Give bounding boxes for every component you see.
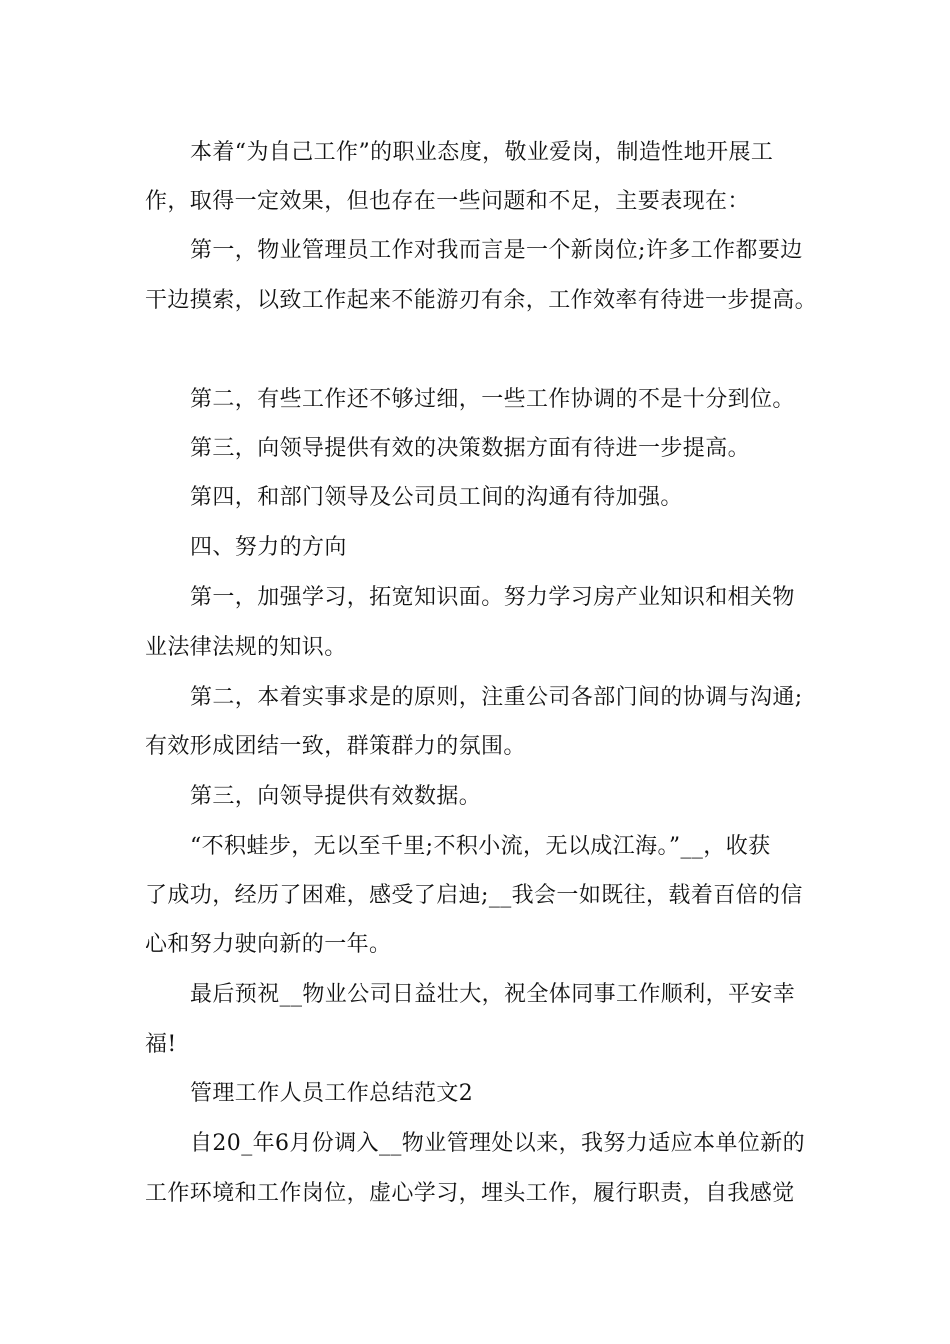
paragraph-line: 第三，向领导提供有效的决策数据方面有待进一步提高。: [190, 436, 751, 461]
paragraph-line: 第二，本着实事求是的原则，注重公司各部门间的协调与沟通;: [190, 685, 803, 710]
paragraph-line: 干边摸索，以致工作起来不能游刃有余，工作效率有待进一步提高。: [145, 288, 818, 313]
paragraph-line: 第一，物业管理员工作对我而言是一个新岗位;许多工作都要边: [190, 238, 803, 263]
paragraph-line: 最后预祝__物业公司日益壮大，祝全体同事工作顺利，平安幸: [190, 982, 796, 1007]
paragraph-line: 第三，向领导提供有效数据。: [190, 784, 482, 809]
section-heading: 四、努力的方向: [190, 535, 347, 560]
paragraph-line: 福!: [145, 1032, 177, 1057]
paragraph-line: 工作环境和工作岗位，虚心学习，埋头工作，履行职责，自我感觉: [145, 1181, 795, 1206]
paragraph-line: 有效形成团结一致，群策群力的氛围。: [145, 734, 526, 759]
paragraph-line: 第一，加强学习，拓宽知识面。努力学习房产业知识和相关物: [190, 585, 795, 610]
paragraph-line: 自20_年6月份调入__物业管理处以来，我努力适应本单位新的: [190, 1131, 805, 1156]
paragraph-line: 本着“为自己工作”的职业态度，敬业爱岗，制造性地开展工: [190, 140, 774, 165]
paragraph-line: 了成功，经历了困难，感受了启迪;__我会一如既往，载着百倍的信: [145, 883, 803, 908]
paragraph-line: 第二，有些工作还不够过细，一些工作协调的不是十分到位。: [190, 387, 795, 412]
paragraph-line: 作，取得一定效果，但也存在一些问题和不足，主要表现在：: [145, 189, 750, 214]
paragraph-line: 业法律法规的知识。: [145, 635, 347, 660]
paragraph-line: “不积蛙步，无以至千里;不积小流，无以成江海。”__，收获: [190, 834, 771, 859]
paragraph-line: 第四，和部门领导及公司员工间的沟通有待加强。: [190, 485, 683, 510]
paragraph-line: 心和努力驶向新的一年。: [145, 932, 392, 957]
article-title: 管理工作人员工作总结范文2: [190, 1081, 474, 1106]
